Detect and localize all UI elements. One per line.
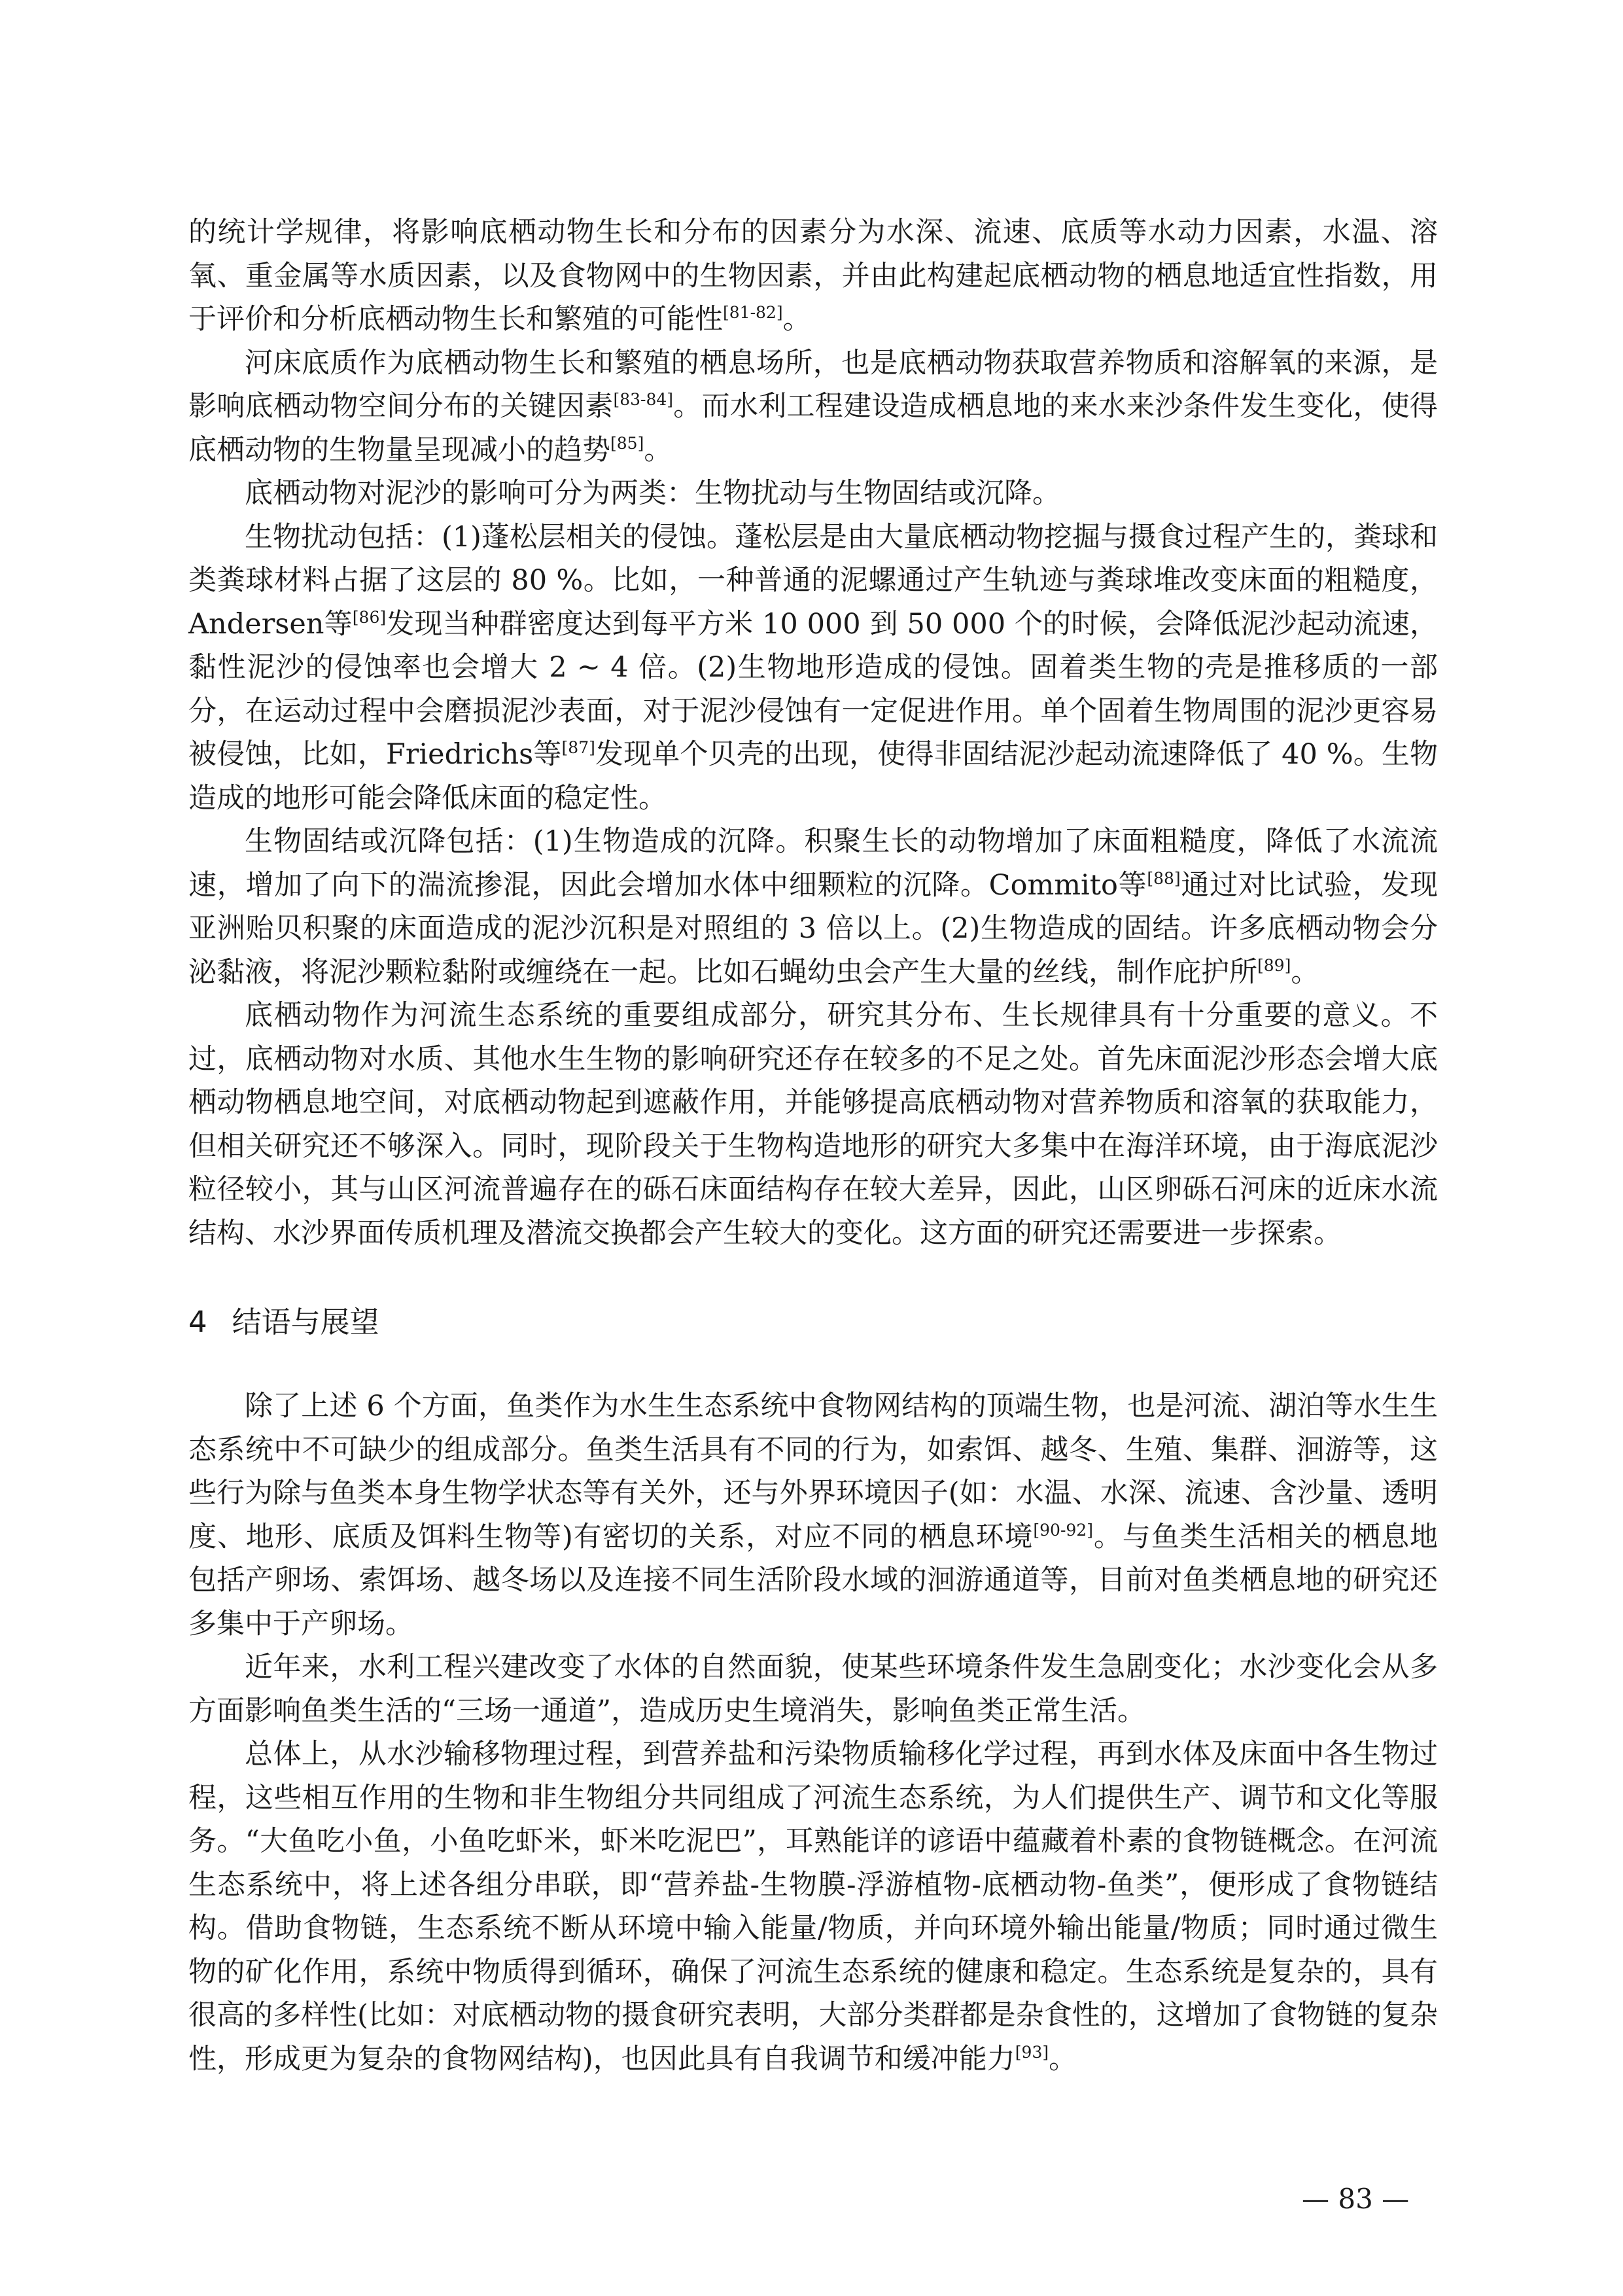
section-number: 4: [188, 1305, 207, 1339]
paragraph-text: 发现当种群密度达到每平方米 10 000 到 50 000 个的时候，会降低泥沙起动流速，黏性泥沙的侵蚀率也会增大 2 ~ 4 倍。(2)生物地形造成的侵蚀。固着类生物的壳是推移质的一部分，在运动过程中会磨损泥沙表面，对于泥沙侵蚀有一定促进作用。单个固着生物周围的泥沙更容易被侵蚀，比如，Friedrichs等: [188, 607, 1439, 771]
citation-marker: [90-92]: [1033, 1520, 1093, 1540]
paragraph-text: 底栖动物对泥沙的影响可分为两类：生物扰动与生物固结或沉降。: [245, 477, 1060, 510]
citation-marker: [88]: [1147, 868, 1181, 888]
citation-marker: [87]: [561, 738, 595, 757]
citation-marker: [89]: [1257, 955, 1291, 975]
paragraph-text: 除了上述 6 个方面，鱼类作为水生生态系统中食物网结构的顶端生物，也是河流、湖泊等水生生态系统中不可缺少的组成部分。鱼类生活具有不同的行为，如索饵、越冬、生殖、集群、洄游等，这些行为除与鱼类本身生物学状态等有关外，还与外界环境因子(如：水温、水深、流速、含沙量、透明度、地形、底质及饵料生物等)有密切的关系，对应不同的栖息环境: [188, 1390, 1438, 1553]
paragraph-text: 发现单个贝壳的出现，使得非固结泥沙起动流速降低了 40 %。生物造成的地形可能会降低床面的稳定性。: [188, 738, 1438, 815]
paragraph: [188, 342, 1438, 472]
paragraph-text: 生物扰动包括：(1)蓬松层相关的侵蚀。蓬松层是由大量底栖动物挖掘与摄食过程产生的，粪球和类粪球材料占据了这层的 80 %。比如，一种普通的泥螺通过产生轨迹与粪球堆改变床面的粗糙度，Andersen等: [188, 520, 1438, 641]
paragraph: [188, 1733, 1438, 2081]
paragraph-text: 底栖动物作为河流生态系统的重要组成部分，研究其分布、生长规律具有十分重要的意义。不过，底栖动物对水质、其他水生生物的影响研究还存在较多的不足之处。首先床面泥沙形态会增大底栖动物栖息地空间，对底栖动物起到遮蔽作用，并能够提高底栖动物对营养物质和溶氧的获取能力，但相关研究还不够深入。同时，现阶段关于生物构造地形的研究大多集中在海洋环境，由于海底泥沙粒径较小，其与山区河流普遍存在的砾石床面结构存在较大差异，因此，山区卵砾石河床的近床水流结构、水沙界面传质机理及潜流交换都会产生较大的变化。这方面的研究还需要进一步探索。: [188, 999, 1438, 1250]
paragraph-text: 。: [1291, 955, 1319, 989]
paragraph: [188, 472, 1438, 516]
paragraph: [188, 1385, 1438, 1646]
paragraph-text: 的统计学规律，将影响底栖动物生长和分布的因素分为水深、流速、底质等水动力因素，水温、溶氧、重金属等水质因素，以及食物网中的生物因素，并由此构建起底栖动物的栖息地适宜性指数，用于评价和分析底栖动物生长和繁殖的可能性: [188, 216, 1438, 336]
citation-marker: [81-82]: [723, 303, 783, 322]
paragraph-text: 总体上，从水沙输移物理过程，到营养盐和污染物质输移化学过程，再到水体及床面中各生物过程，这些相互作用的生物和非生物组分共同组成了河流生态系统，为人们提供生产、调节和文化等服务。“大鱼吃小鱼，小鱼吃虾米，虾米吃泥巴”，耳熟能详的谚语中蕴藏着朴素的食物链概念。在河流生态系统中，将上述各组分串联，即“营养盐-生物膜-浮游植物-底栖动物-鱼类”，便形成了食物链结构。借助食物链，生态系统不断从环境中输入能量/物质，并向环境外输出能量/物质；同时通过微生物的矿化作用，系统中物质得到循环，确保了河流生态系统的健康和稳定。生态系统是复杂的，具有很高的多样性(比如：对底栖动物的摄食研究表明，大部分类群都是杂食性的，这增加了食物链的复杂性，形成更为复杂的食物网结构)，也因此具有自我调节和缓冲能力: [188, 1738, 1438, 2075]
paragraph: [188, 1646, 1438, 1733]
citation-marker: [86]: [352, 607, 387, 627]
body-text-before-section: [188, 211, 1438, 1255]
paragraph-text: 近年来，水利工程兴建改变了水体的自然面貌，使某些环境条件发生急剧变化；水沙变化会从多方面影响鱼类生活的“三场一通道”，造成历史生境消失，影响鱼类正常生活。: [188, 1651, 1438, 1727]
section-heading: [188, 1301, 1438, 1344]
citation-marker: [93]: [1015, 2042, 1049, 2062]
paragraph: [188, 994, 1438, 1255]
paragraph-text: 。而水利工程建设造成栖息地的来水来沙条件发生变化，使得底栖动物的生物量呈现减小的趋势: [188, 390, 1439, 467]
body-text-after-section: [188, 1385, 1438, 2081]
paragraph-text: 生物固结或沉降包括：(1)生物造成的沉降。积聚生长的动物增加了床面粗糙度，降低了水流流速，增加了向下的湍流掺混，因此会增加水体中细颗粒的沉降。Commito等: [188, 825, 1438, 902]
paragraph: [188, 211, 1438, 342]
section-title: 结语与展望: [232, 1305, 379, 1339]
paragraph-text: 。: [644, 433, 672, 467]
page-body: [188, 211, 1438, 2081]
paragraph-text: 河床底质作为底栖动物生长和繁殖的栖息场所，也是底栖动物获取营养物质和溶解氧的来源，是影响底栖动物空间分布的关键因素: [188, 346, 1438, 423]
paragraph-text: 。: [1049, 2042, 1077, 2075]
paragraph: [188, 516, 1438, 821]
paragraph-text: 。: [782, 303, 811, 336]
page-number: — 83 —: [1302, 2183, 1410, 2215]
paragraph: [188, 820, 1438, 994]
citation-marker: [85]: [610, 433, 644, 453]
paragraph-text: 通过对比试验，发现亚洲贻贝积聚的床面造成的泥沙沉积是对照组的 3 倍以上。(2)生物造成的固结。许多底栖动物会分泌黏液，将泥沙颗粒黏附或缠绕在一起。比如石蝇幼虫会产生大量的丝线，制作庇护所: [188, 868, 1438, 989]
paragraph-text: 。与鱼类生活相关的栖息地包括产卵场、索饵场、越冬场以及连接不同生活阶段水域的洄游通道等，目前对鱼类栖息地的研究还多集中于产卵场。: [188, 1520, 1439, 1640]
citation-marker: [83-84]: [613, 390, 674, 409]
